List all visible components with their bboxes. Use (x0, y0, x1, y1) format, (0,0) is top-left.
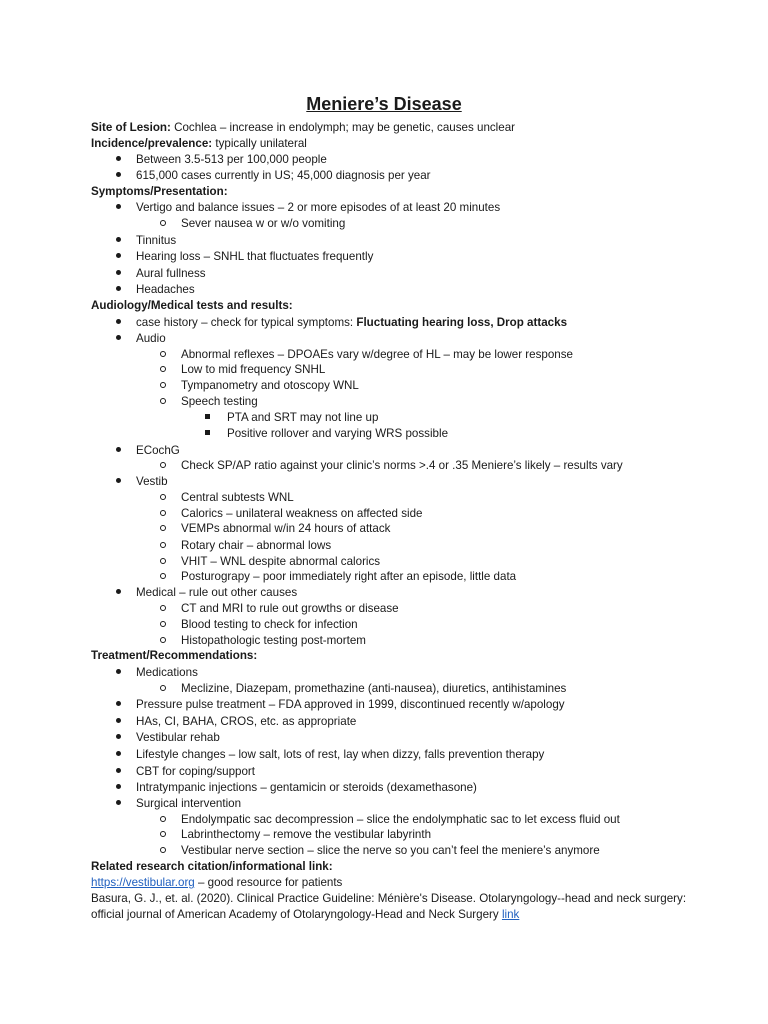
list-item: Calorics – unilateral weakness on affected side (181, 507, 423, 520)
circle-bullet-icon (158, 843, 168, 858)
list-item: Central subtests WNL (181, 491, 294, 504)
list-item: Medical – rule out other causes (136, 586, 298, 599)
circle-bullet-icon (158, 554, 168, 569)
circle-bullet-icon (158, 827, 168, 842)
circle-bullet-icon (158, 617, 168, 632)
list-item: Rotary chair – abnormal lows (181, 539, 332, 552)
list-item: Intratympanic injections – gentamicin or steroids (dexamethasone) (136, 781, 477, 794)
circle-bullet-icon (158, 812, 168, 827)
bullet-icon (113, 233, 123, 248)
list-item: Histopathologic testing post-mortem (181, 634, 366, 647)
resource-text: – good resource for patients (194, 876, 343, 889)
case-history-bold: Fluctuating hearing loss, Drop attacks (356, 316, 568, 329)
bullet-icon (113, 168, 123, 183)
incidence (91, 136, 307, 151)
bullet-icon (113, 331, 123, 346)
site-of-lesion-text: Cochlea – increase in endolymph; may be genetic, causes unclear (170, 121, 516, 134)
bullet-icon (113, 585, 123, 600)
list-item: Posturograpy – poor immediately right after an episode, little data (181, 570, 517, 583)
resource-line (91, 875, 342, 890)
site-of-lesion (91, 120, 515, 135)
bullet-icon (113, 474, 123, 489)
bullet-icon (113, 796, 123, 811)
circle-bullet-icon (158, 216, 168, 231)
list-item: Meclizine, Diazepam, promethazine (anti-nausea), diuretics, antihistamines (181, 682, 567, 695)
site-of-lesion-label: Site of Lesion: (91, 121, 171, 134)
circle-bullet-icon (158, 538, 168, 553)
list-item: Vestib (136, 475, 168, 488)
list-item: VEMPs abnormal w/in 24 hours of attack (181, 522, 391, 535)
list-item: Tinnitus (136, 234, 177, 247)
list-item: Blood testing to check for infection (181, 618, 358, 631)
circle-bullet-icon (158, 362, 168, 377)
list-item: VHIT – WNL despite abnormal calorics (181, 555, 381, 568)
list-item: Sever nausea w or w/o vomiting (181, 217, 346, 230)
citation-line-2 (91, 907, 519, 922)
incidence-label: Incidence/prevalence: (91, 137, 213, 150)
circle-bullet-icon (158, 378, 168, 393)
list-item: Tympanometry and otoscopy WNL (181, 379, 359, 392)
page-title: Meniere’s Disease (306, 94, 462, 114)
list-item: Vestibular nerve section – slice the nerve so you can’t feel the meniere’s anymore (181, 844, 600, 857)
list-item: ECochG (136, 444, 180, 457)
square-bullet-icon (202, 410, 212, 425)
circle-bullet-icon (158, 601, 168, 616)
list-item: Between 3.5-513 per 100,000 people (136, 153, 327, 166)
bullet-icon (113, 714, 123, 729)
list-item: Positive rollover and varying WRS possible (227, 427, 449, 440)
list-item: CBT for coping/support (136, 765, 256, 778)
bullet-icon (113, 443, 123, 458)
list-item: HAs, CI, BAHA, CROS, etc. as appropriate (136, 715, 357, 728)
bullet-icon (113, 697, 123, 712)
list-item: Medications (136, 666, 198, 679)
list-item: PTA and SRT may not line up (227, 411, 379, 424)
list-item: Surgical intervention (136, 797, 242, 810)
bullet-icon (113, 747, 123, 762)
section-heading-treatment: Treatment/Recommendations: (91, 649, 258, 662)
circle-bullet-icon (158, 569, 168, 584)
list-item: Audio (136, 332, 166, 345)
bullet-icon (113, 730, 123, 745)
section-heading-research: Related research citation/informational link: (91, 860, 333, 873)
section-heading-tests: Audiology/Medical tests and results: (91, 299, 293, 312)
bullet-icon (113, 764, 123, 779)
list-item: Headaches (136, 283, 195, 296)
list-item: Hearing loss – SNHL that fluctuates frequently (136, 250, 374, 263)
circle-bullet-icon (158, 490, 168, 505)
list-item: Aural fullness (136, 267, 206, 280)
list-item: Lifestyle changes – low salt, lots of rest, lay when dizzy, falls prevention therapy (136, 748, 545, 761)
list-item: Vestibular rehab (136, 731, 220, 744)
bullet-icon (113, 282, 123, 297)
circle-bullet-icon (158, 458, 168, 473)
circle-bullet-icon (158, 347, 168, 362)
list-item: 615,000 cases currently in US; 45,000 diagnosis per year (136, 169, 431, 182)
bullet-icon (113, 266, 123, 281)
square-bullet-icon (202, 426, 212, 441)
vestibular-link[interactable]: https://vestibular.org (91, 876, 195, 889)
list-item: Abnormal reflexes – DPOAEs vary w/degree of HL – may be lower response (181, 348, 574, 361)
citation-text: official journal of American Academy of Otolaryngology-Head and Neck Surgery (91, 908, 502, 921)
list-item (136, 315, 567, 330)
bullet-icon (113, 200, 123, 215)
bullet-icon (113, 665, 123, 680)
list-item: Low to mid frequency SNHL (181, 363, 326, 376)
circle-bullet-icon (158, 681, 168, 696)
circle-bullet-icon (158, 506, 168, 521)
section-heading-symptoms: Symptoms/Presentation: (91, 185, 228, 198)
case-history-text: case history – check for typical symptoms: (136, 316, 357, 329)
bullet-icon (113, 780, 123, 795)
bullet-icon (113, 315, 123, 330)
list-item: Check SP/AP ratio against your clinic’s norms >.4 or .35 Meniere’s likely – results vary (181, 459, 623, 472)
list-item: Vertigo and balance issues – 2 or more episodes of at least 20 minutes (136, 201, 501, 214)
bullet-icon (113, 249, 123, 264)
circle-bullet-icon (158, 633, 168, 648)
list-item: Pressure pulse treatment – FDA approved in 1999, discontinued recently w/apology (136, 698, 565, 711)
citation-line-1: Basura, G. J., et. al. (2020). Clinical Practice Guideline: Ménière's Disease. Otolaryngology--head and neck surgery: (91, 892, 687, 905)
bullet-icon (113, 152, 123, 167)
list-item: Labrinthectomy – remove the vestibular labyrinth (181, 828, 432, 841)
list-item: CT and MRI to rule out growths or disease (181, 602, 399, 615)
citation-link[interactable]: link (501, 908, 520, 921)
circle-bullet-icon (158, 521, 168, 536)
list-item: Speech testing (181, 395, 258, 408)
list-item: Endolympatic sac decompression – slice the endolymphatic sac to let excess fluid out (181, 813, 620, 826)
circle-bullet-icon (158, 394, 168, 409)
incidence-text: typically unilateral (212, 137, 307, 150)
